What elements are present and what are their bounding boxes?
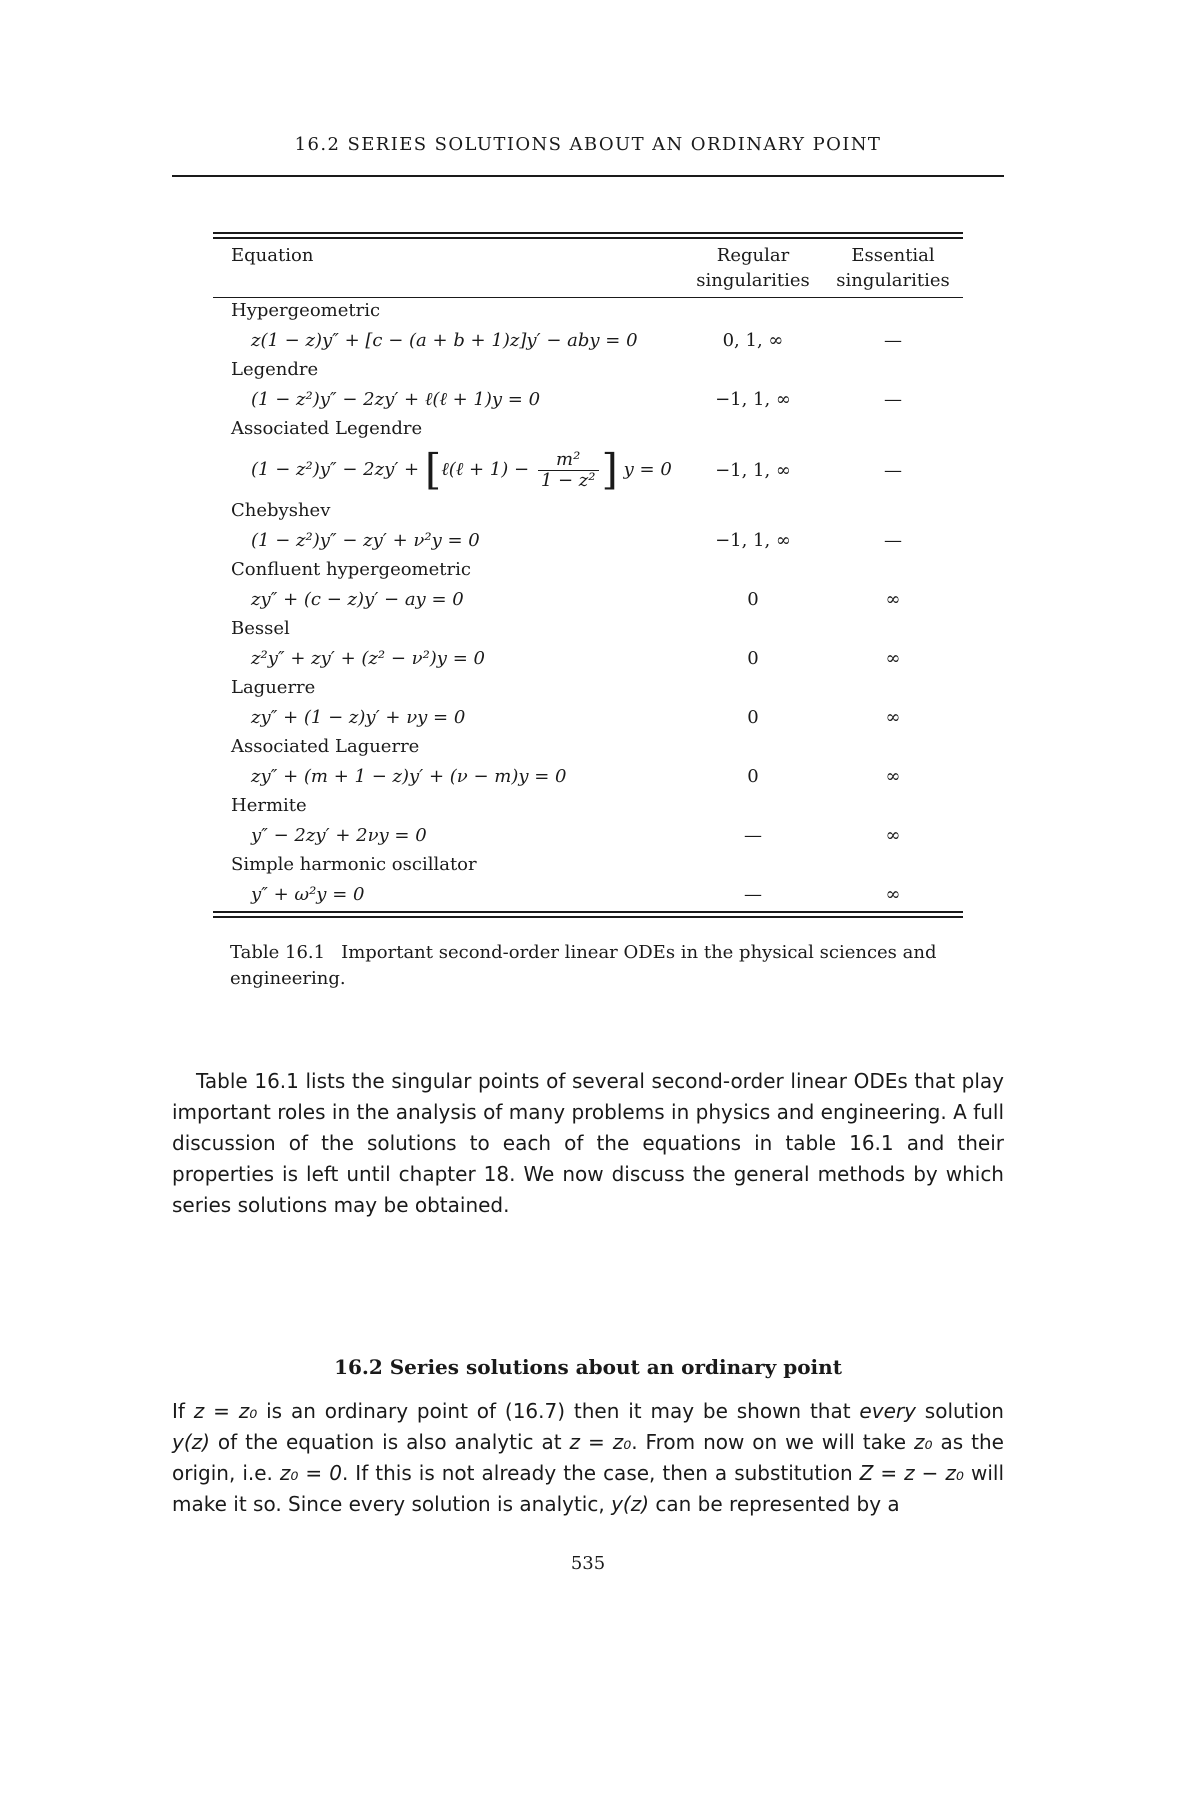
equation-left: (1 − z²)y″ − 2zy′ + (251, 459, 420, 480)
equation-right: y = 0 (623, 459, 672, 480)
math-run: z₀ (914, 1430, 933, 1454)
text-run: as the origin, i.e. (172, 1430, 1004, 1485)
equation-name: Hypergeometric (231, 300, 381, 321)
math-run: z = z₀ (193, 1399, 258, 1423)
table-row (213, 442, 963, 498)
equation-inner: ℓ(ℓ + 1) − (441, 459, 530, 480)
regular-singularities: 0, 1, ∞ (722, 330, 784, 351)
fraction-numerator: m² (538, 450, 599, 471)
equation-formula (213, 445, 683, 494)
essential-singularities: — (884, 530, 902, 551)
essential-singularities: ∞ (885, 766, 901, 787)
equation-formula: zy″ + (m + 1 − z)y′ + (ν − m)y = 0 (251, 766, 567, 787)
text-run: If (172, 1399, 194, 1423)
regular-singularities: −1, 1, ∞ (715, 459, 791, 481)
essential-singularities: ∞ (885, 707, 901, 728)
caption-text: Important second-order linear ODEs in the physical sciences and engineering. (230, 942, 937, 989)
text-run: . From now on we will take (631, 1430, 915, 1454)
text-run: is an ordinary point of (16.7) then it may be shown that (257, 1399, 860, 1423)
math-run: Z = z − z₀ (859, 1461, 964, 1485)
essential-singularities: ∞ (885, 589, 901, 610)
text-run: will make it so. Since every solution is analytic, (172, 1461, 1004, 1516)
essential-singularities: — (884, 330, 902, 351)
essential-singularities: ∞ (885, 648, 901, 669)
essential-singularities: ∞ (885, 825, 901, 846)
table-row (213, 324, 963, 357)
table-bottom-rule (213, 911, 963, 918)
table-row (213, 524, 963, 557)
table-row (213, 701, 963, 734)
header-rule (172, 175, 1004, 177)
header-equation: Equation (231, 245, 314, 266)
equation-formula: (1 − z²)y″ − 2zy′ + ℓ(ℓ + 1)y = 0 (251, 389, 541, 410)
equation-formula: y″ − 2zy′ + 2νy = 0 (251, 825, 427, 846)
text-run: can be represented by a (649, 1492, 900, 1516)
equation-name: Legendre (231, 359, 319, 380)
regular-singularities: 0 (747, 766, 759, 787)
equation-name: Hermite (231, 795, 307, 816)
regular-singularities: −1, 1, ∞ (715, 530, 791, 551)
text-run: . If this is not already the case, then a substitution (341, 1461, 860, 1485)
regular-singularities: — (744, 825, 762, 846)
equation-formula: zy″ + (c − z)y′ − ay = 0 (251, 589, 464, 610)
equation-name: Bessel (231, 618, 290, 639)
equation-name: Associated Laguerre (231, 736, 420, 757)
header-essential: Essential singularities (836, 245, 950, 291)
equation-formula: zy″ + (1 − z)y′ + νy = 0 (251, 707, 466, 728)
regular-singularities: 0 (747, 589, 759, 610)
fraction-denominator: 1 − z² (540, 469, 596, 491)
equation-formula: z²y″ + zy′ + (z² − ν²)y = 0 (251, 648, 485, 669)
math-run: z₀ = 0 (279, 1461, 342, 1485)
equation-formula: z(1 − z)y″ + [c − (a + b + 1)z]y′ − aby = 0 (251, 330, 638, 351)
essential-singularities: — (884, 389, 902, 410)
fraction (538, 450, 599, 491)
table-row (213, 819, 963, 852)
regular-singularities: 0 (747, 648, 759, 669)
equation-formula: (1 − z²)y″ − zy′ + ν²y = 0 (251, 530, 480, 551)
table-top-rule (213, 232, 963, 239)
text-run: of the equation is also analytic at (209, 1430, 570, 1454)
equation-formula: y″ + ω²y = 0 (251, 884, 365, 905)
ode-table (213, 232, 963, 918)
equation-name: Associated Legendre (231, 418, 423, 439)
equation-name: Simple harmonic oscillator (231, 854, 477, 875)
equation-name: Laguerre (231, 677, 316, 698)
math-run: z = z₀ (569, 1430, 632, 1454)
essential-singularities: — (884, 459, 902, 481)
caption-label: Table 16.1 (230, 942, 326, 963)
section-heading: 16.2 Series solutions about an ordinary point (334, 1355, 842, 1379)
math-run: y(z) (611, 1492, 650, 1516)
table-row (213, 383, 963, 416)
left-bracket: [ (424, 445, 442, 494)
regular-singularities: −1, 1, ∞ (715, 389, 791, 410)
table-caption (230, 940, 965, 992)
table-row (213, 878, 963, 911)
running-head: 16.2 SERIES SOLUTIONS ABOUT AN ORDINARY POINT (294, 134, 882, 155)
equation-name: Confluent hypergeometric (231, 559, 471, 580)
right-bracket: ] (601, 445, 618, 494)
table-row (213, 760, 963, 793)
regular-singularities: — (744, 884, 762, 905)
math-run: y(z) (172, 1430, 210, 1454)
page-number: 535 (570, 1553, 606, 1574)
body-paragraph: Table 16.1 lists the singular points of several second-order linear ODEs that play important roles in the analysis of many problems in physics and engineering. A full discussion of the solutions to each of the equations in table 16.1 and their properties is left until chapter 18. We now discuss the general methods by which series solutions may be obtained. (172, 1069, 1004, 1217)
table-row (213, 642, 963, 675)
essential-singularities: ∞ (885, 884, 901, 905)
header-regular: Regular singularities (696, 245, 810, 291)
table-header (213, 239, 963, 297)
body-paragraph (172, 1396, 1004, 1520)
text-run: solution (915, 1399, 1004, 1423)
regular-singularities: 0 (747, 707, 759, 728)
emphasis-run: every (859, 1399, 916, 1423)
equation-name: Chebyshev (231, 500, 331, 521)
table-row (213, 583, 963, 616)
